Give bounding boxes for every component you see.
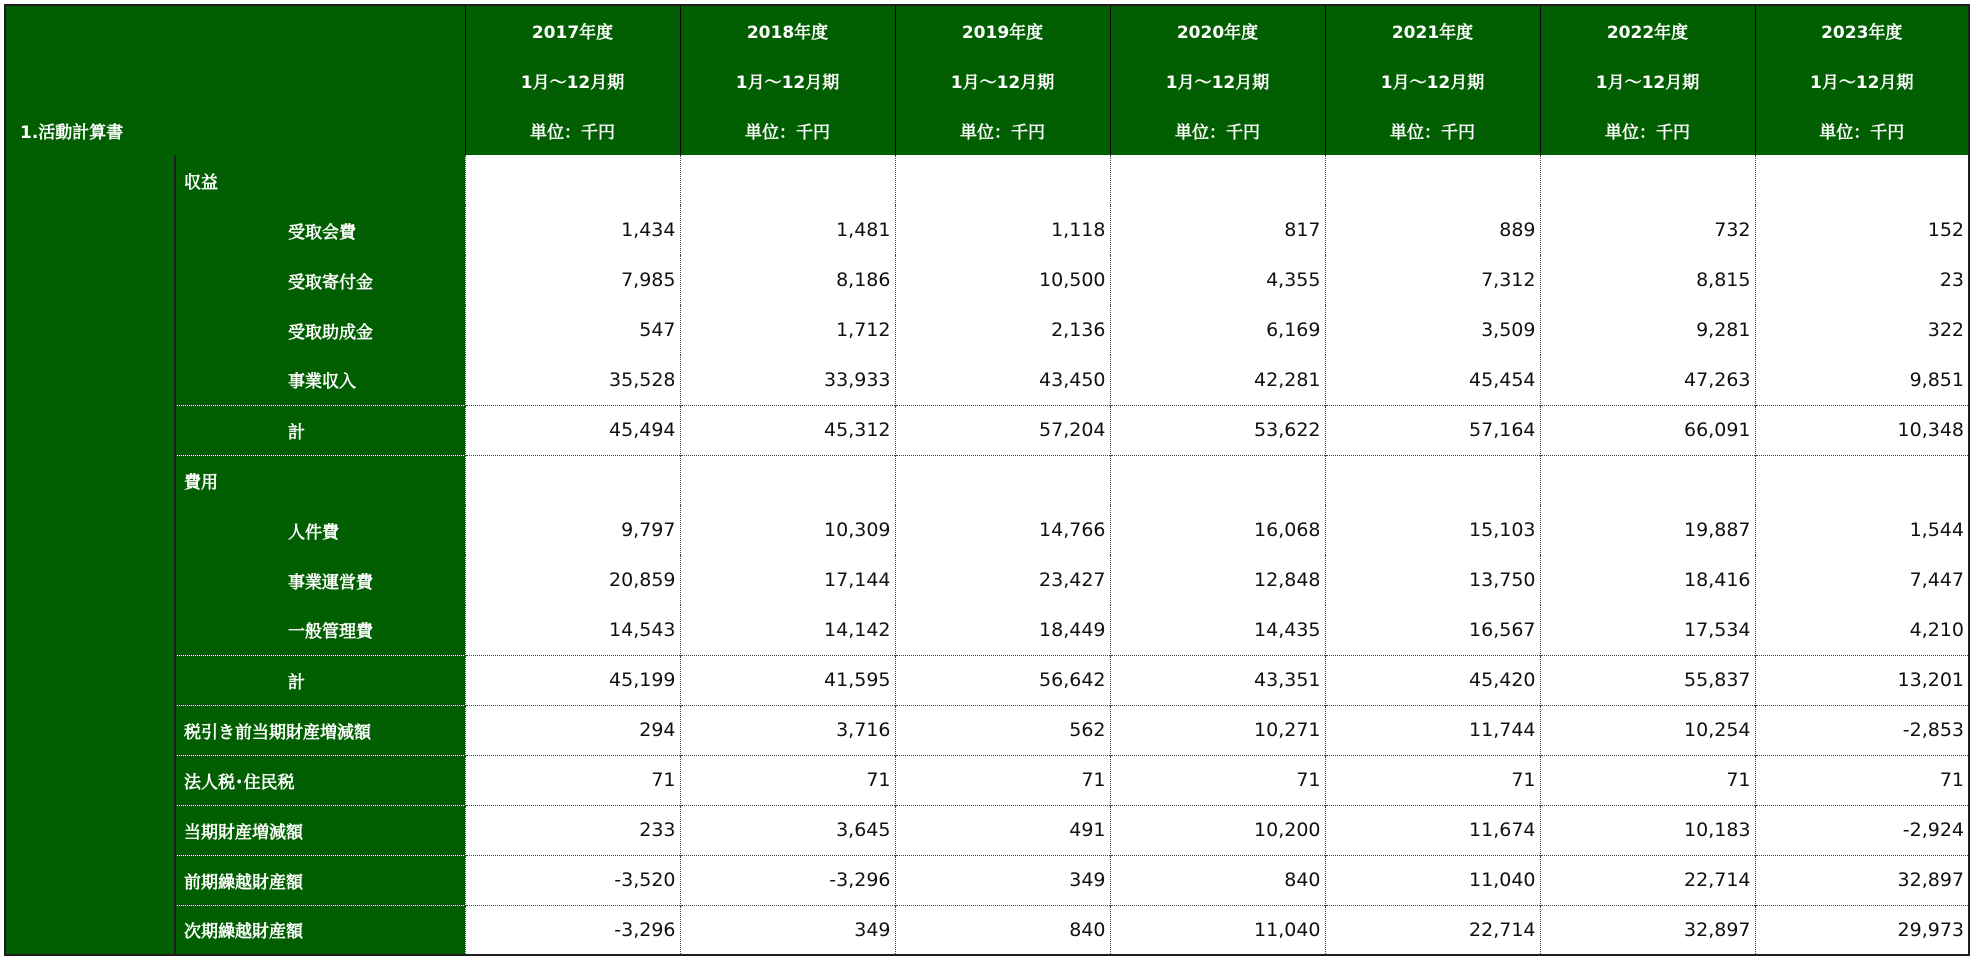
table-row <box>5 155 1969 205</box>
header-period: 1月～12月期 <box>1755 55 1969 105</box>
row-label: 税引き前当期財産増減額 <box>175 705 465 755</box>
header-unit: 単位：千円 <box>1755 105 1969 155</box>
value-cell <box>895 155 1110 205</box>
value-cell: 14,766 <box>895 505 1110 555</box>
value-cell: 45,199 <box>465 655 680 705</box>
value-cell: 45,420 <box>1325 655 1540 705</box>
row-label: 事業運営費 <box>175 555 465 605</box>
value-cell: 57,164 <box>1325 405 1540 455</box>
header-period: 1月～12月期 <box>1110 55 1325 105</box>
value-cell: 14,142 <box>680 605 895 655</box>
value-cell: 889 <box>1325 205 1540 255</box>
value-cell: 11,040 <box>1110 905 1325 955</box>
table-row <box>5 405 1969 455</box>
label-gutter <box>5 255 175 305</box>
table-row <box>5 905 1969 955</box>
value-cell <box>680 155 895 205</box>
value-cell: 7,312 <box>1325 255 1540 305</box>
label-gutter <box>5 655 175 705</box>
value-cell <box>1540 455 1755 505</box>
header-period: 1月～12月期 <box>680 55 895 105</box>
value-cell: 491 <box>895 805 1110 855</box>
value-cell: 23,427 <box>895 555 1110 605</box>
value-cell: -2,853 <box>1755 705 1969 755</box>
header-unit: 単位：千円 <box>1110 105 1325 155</box>
header-period: 1月～12月期 <box>1325 55 1540 105</box>
value-cell: -3,296 <box>465 905 680 955</box>
row-label: 一般管理費 <box>175 605 465 655</box>
label-gutter <box>5 755 175 805</box>
header-period: 1月～12月期 <box>1540 55 1755 105</box>
value-cell: 10,183 <box>1540 805 1755 855</box>
value-cell: 45,312 <box>680 405 895 455</box>
header-unit: 単位：千円 <box>1540 105 1755 155</box>
label-gutter <box>5 405 175 455</box>
value-cell: 16,068 <box>1110 505 1325 555</box>
value-cell: 18,416 <box>1540 555 1755 605</box>
value-cell <box>465 155 680 205</box>
value-cell: 42,281 <box>1110 355 1325 405</box>
label-gutter <box>5 855 175 905</box>
value-cell: 53,622 <box>1110 405 1325 455</box>
value-cell: 14,435 <box>1110 605 1325 655</box>
value-cell: 43,450 <box>895 355 1110 405</box>
value-cell: 1,118 <box>895 205 1110 255</box>
value-cell <box>680 455 895 505</box>
header-year: 2022年度 <box>1540 5 1755 55</box>
value-cell: 29,973 <box>1755 905 1969 955</box>
table-row <box>5 205 1969 255</box>
header-year: 2020年度 <box>1110 5 1325 55</box>
value-cell: 10,348 <box>1755 405 1969 455</box>
value-cell: 13,750 <box>1325 555 1540 605</box>
value-cell: 10,200 <box>1110 805 1325 855</box>
value-cell: 9,851 <box>1755 355 1969 405</box>
row-label: 前期繰越財産額 <box>175 855 465 905</box>
header-corner <box>5 55 465 105</box>
header-unit: 単位：千円 <box>680 105 895 155</box>
table-row <box>5 455 1969 505</box>
row-label: 収益 <box>175 155 465 205</box>
header-year: 2021年度 <box>1325 5 1540 55</box>
row-label: 計 <box>175 405 465 455</box>
value-cell <box>1110 455 1325 505</box>
value-cell: 12,848 <box>1110 555 1325 605</box>
label-gutter <box>5 305 175 355</box>
value-cell: 66,091 <box>1540 405 1755 455</box>
value-cell: -3,296 <box>680 855 895 905</box>
value-cell: 20,859 <box>465 555 680 605</box>
value-cell: 57,204 <box>895 405 1110 455</box>
value-cell: 7,447 <box>1755 555 1969 605</box>
label-gutter <box>5 805 175 855</box>
label-gutter <box>5 205 175 255</box>
value-cell: 45,494 <box>465 405 680 455</box>
table-row <box>5 755 1969 805</box>
row-label: 当期財産増減額 <box>175 805 465 855</box>
value-cell: 1,544 <box>1755 505 1969 555</box>
value-cell: -3,520 <box>465 855 680 905</box>
header-period: 1月～12月期 <box>465 55 680 105</box>
row-label: 法人税･住民税 <box>175 755 465 805</box>
value-cell: 11,744 <box>1325 705 1540 755</box>
header-year: 2018年度 <box>680 5 895 55</box>
header-unit: 単位：千円 <box>1325 105 1540 155</box>
value-cell: 11,674 <box>1325 805 1540 855</box>
value-cell <box>1540 155 1755 205</box>
value-cell <box>895 455 1110 505</box>
value-cell: 1,481 <box>680 205 895 255</box>
table-row <box>5 705 1969 755</box>
value-cell: 4,210 <box>1755 605 1969 655</box>
value-cell: 2,136 <box>895 305 1110 355</box>
table-row <box>5 855 1969 905</box>
header-row-period <box>5 55 1969 105</box>
value-cell: 8,815 <box>1540 255 1755 305</box>
header-corner <box>5 5 465 55</box>
value-cell <box>1755 455 1969 505</box>
value-cell: -2,924 <box>1755 805 1969 855</box>
row-label: 費用 <box>175 455 465 505</box>
value-cell: 18,449 <box>895 605 1110 655</box>
table-row <box>5 555 1969 605</box>
value-cell: 35,528 <box>465 355 680 405</box>
row-label: 事業収入 <box>175 355 465 405</box>
value-cell: 17,534 <box>1540 605 1755 655</box>
value-cell: 8,186 <box>680 255 895 305</box>
value-cell: 9,281 <box>1540 305 1755 355</box>
value-cell <box>465 455 680 505</box>
value-cell: 32,897 <box>1755 855 1969 905</box>
value-cell: 233 <box>465 805 680 855</box>
label-gutter <box>5 555 175 605</box>
value-cell: 349 <box>680 905 895 955</box>
value-cell: 55,837 <box>1540 655 1755 705</box>
label-gutter <box>5 505 175 555</box>
value-cell: 13,201 <box>1755 655 1969 705</box>
label-gutter <box>5 705 175 755</box>
table-row <box>5 655 1969 705</box>
row-label: 受取寄付金 <box>175 255 465 305</box>
value-cell: 56,642 <box>895 655 1110 705</box>
value-cell <box>1755 155 1969 205</box>
section-title: 1.活動計算書 <box>5 105 465 155</box>
value-cell: 840 <box>895 905 1110 955</box>
value-cell: 152 <box>1755 205 1969 255</box>
value-cell: 71 <box>895 755 1110 805</box>
value-cell: 19,887 <box>1540 505 1755 555</box>
row-label: 人件費 <box>175 505 465 555</box>
value-cell: 17,144 <box>680 555 895 605</box>
value-cell: 349 <box>895 855 1110 905</box>
value-cell: 10,309 <box>680 505 895 555</box>
value-cell: 1,712 <box>680 305 895 355</box>
value-cell <box>1110 155 1325 205</box>
value-cell: 33,933 <box>680 355 895 405</box>
value-cell: 4,355 <box>1110 255 1325 305</box>
table-body <box>5 5 1969 955</box>
value-cell <box>1325 455 1540 505</box>
header-year: 2023年度 <box>1755 5 1969 55</box>
value-cell: 3,645 <box>680 805 895 855</box>
value-cell: 15,103 <box>1325 505 1540 555</box>
value-cell: 817 <box>1110 205 1325 255</box>
table-row <box>5 255 1969 305</box>
value-cell: 11,040 <box>1325 855 1540 905</box>
value-cell: 7,985 <box>465 255 680 305</box>
table-row <box>5 505 1969 555</box>
value-cell: 3,716 <box>680 705 895 755</box>
value-cell: 562 <box>895 705 1110 755</box>
header-unit: 単位：千円 <box>465 105 680 155</box>
value-cell: 547 <box>465 305 680 355</box>
value-cell: 6,169 <box>1110 305 1325 355</box>
value-cell: 10,254 <box>1540 705 1755 755</box>
label-gutter <box>5 455 175 505</box>
value-cell: 32,897 <box>1540 905 1755 955</box>
table-row <box>5 305 1969 355</box>
value-cell: 840 <box>1110 855 1325 905</box>
label-gutter <box>5 355 175 405</box>
header-row-year <box>5 5 1969 55</box>
row-label: 受取会費 <box>175 205 465 255</box>
header-row-unit <box>5 105 1969 155</box>
value-cell: 47,263 <box>1540 355 1755 405</box>
value-cell: 1,434 <box>465 205 680 255</box>
value-cell: 43,351 <box>1110 655 1325 705</box>
table-row <box>5 355 1969 405</box>
value-cell: 3,509 <box>1325 305 1540 355</box>
header-year: 2019年度 <box>895 5 1110 55</box>
value-cell: 45,454 <box>1325 355 1540 405</box>
label-gutter <box>5 605 175 655</box>
value-cell: 41,595 <box>680 655 895 705</box>
value-cell: 322 <box>1755 305 1969 355</box>
value-cell: 71 <box>1110 755 1325 805</box>
value-cell: 23 <box>1755 255 1969 305</box>
value-cell <box>1325 155 1540 205</box>
value-cell: 9,797 <box>465 505 680 555</box>
value-cell: 22,714 <box>1540 855 1755 905</box>
value-cell: 71 <box>680 755 895 805</box>
table-row <box>5 605 1969 655</box>
row-label: 計 <box>175 655 465 705</box>
label-gutter <box>5 905 175 955</box>
value-cell: 732 <box>1540 205 1755 255</box>
label-gutter <box>5 155 175 205</box>
value-cell: 16,567 <box>1325 605 1540 655</box>
row-label: 受取助成金 <box>175 305 465 355</box>
header-year: 2017年度 <box>465 5 680 55</box>
row-label: 次期繰越財産額 <box>175 905 465 955</box>
header-period: 1月～12月期 <box>895 55 1110 105</box>
value-cell: 10,271 <box>1110 705 1325 755</box>
value-cell: 71 <box>1755 755 1969 805</box>
activity-statement-table <box>4 4 1970 956</box>
value-cell: 10,500 <box>895 255 1110 305</box>
header-unit: 単位：千円 <box>895 105 1110 155</box>
value-cell: 22,714 <box>1325 905 1540 955</box>
value-cell: 294 <box>465 705 680 755</box>
table-row <box>5 805 1969 855</box>
value-cell: 71 <box>1540 755 1755 805</box>
value-cell: 71 <box>1325 755 1540 805</box>
value-cell: 71 <box>465 755 680 805</box>
value-cell: 14,543 <box>465 605 680 655</box>
